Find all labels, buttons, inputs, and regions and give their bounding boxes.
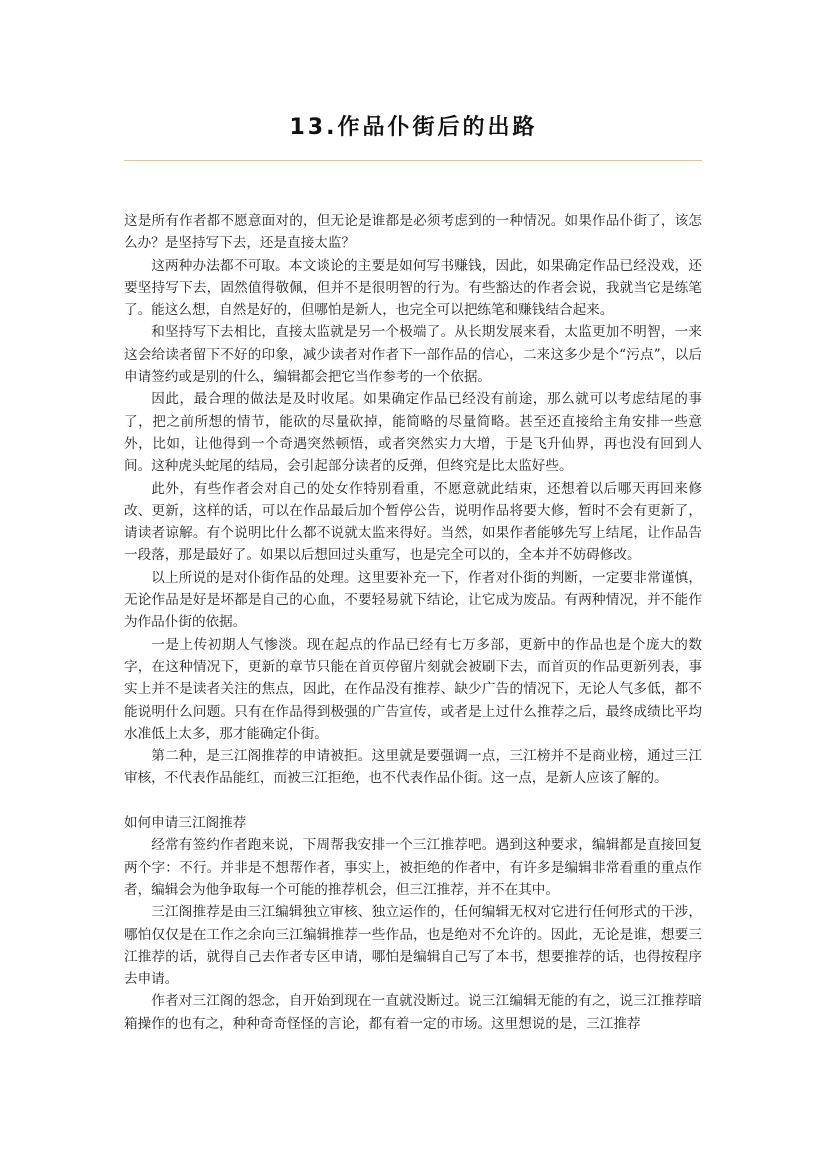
section-heading: 如何申请三江阁推荐 xyxy=(124,815,247,832)
paragraph: 第二种，是三江阁推荐的申请被拒。这里就是要强调一点，三江榜并不是商业榜，通过三江审核，不代表作品能红，而被三江拒绝，也不代表作品仆街。这一点，是新人应该了解的。 xyxy=(124,748,702,787)
title-divider xyxy=(124,160,702,161)
paragraph: 作者对三江阁的怨念，自开始到现在一直就没断过。说三江编辑无能的有之，说三江推荐暗箱操作的也有之，种种奇奇怪怪的言论，都有着一定的市场。这里想说的是，三江推荐 xyxy=(124,993,702,1032)
paragraph: 这是所有作者都不愿意面对的，但无论是谁都是必须考虑到的一种情况。如果作品仆街了，该怎么办？是坚持写下去，还是直接太监？ xyxy=(124,213,702,252)
paragraph: 以上所说的是对仆街作品的处理。这里要补充一下，作者对仆街的判断，一定要非常谨慎，无论作品是好是坏都是自己的心血，不要轻易就下结论，让它成为废品。有两种情况，并不能作为作品仆街的依据。 xyxy=(124,569,702,631)
paragraph: 此外，有些作者会对自己的处女作特别看重，不愿意就此结束，还想着以后哪天再回来修改、更新，这样的话，可以在作品最后加个暂停公告，说明作品将要大修，暂时不会有更新了，请读者谅解。有个说明比什么都不说就太监来得好。当然，如果作者能够先写上结尾，让作品告一段落，那是最好了。如果以后想回过头重写，也是完全可以的，全本并不妨碍修改。 xyxy=(124,480,702,564)
paragraph: 经常有签约作者跑来说，下周帮我安排一个三江推荐吧。遇到这种要求，编辑都是直接回复两个字：不行。并非是不想帮作者，事实上，被拒绝的作者中，有许多是编辑非常看重的重点作者，编辑会为他争取每一个可能的推荐机会，但三江推荐，并不在其中。 xyxy=(124,837,702,898)
paragraph: 这两种办法都不可取。本文谈论的主要是如何写书赚钱，因此，如果确定作品已经没戏，还要坚持写下去，固然值得敬佩，但并不是很明智的行为。有些豁达的作者会说，我就当它是练笔了。能这么想，自然是好的，但哪怕是新人，也完全可以把练笔和赚钱结合起来。 xyxy=(124,257,702,319)
paragraph: 和坚持写下去相比，直接太监就是另一个极端了。从长期发展来看，太监更加不明智，一来这会给读者留下不好的印象，减少读者对作者下一部作品的信心，二来这多少是个“污点”，以后申请签约或是别的什么，编辑都会把它当作参考的一个依据。 xyxy=(124,324,702,386)
paragraph: 因此，最合理的做法是及时收尾。如果确定作品已经没有前途，那么就可以考虑结尾的事了，把之前所想的情节，能砍的尽量砍掉，能简略的尽量简略。甚至还直接给主角安排一些意外，比如，让他得到一个奇遇突然顿悟，或者突然实力大增，于是飞升仙界，再也没有回到人间。这种虎头蛇尾的结局，会引起部分读者的反弹，但终究是比太监好些。 xyxy=(124,391,702,475)
page-title: 13.作品仆街后的出路 xyxy=(289,115,538,140)
document-body xyxy=(124,210,702,1035)
paragraph: 三江阁推荐是由三江编辑独立审核、独立运作的，任何编辑无权对它进行任何形式的干涉，哪怕仅仅是在工作之余向三江编辑推荐一些作品，也是绝对不允许的。因此，无论是谁，想要三江推荐的话，就得自己去作者专区申请，哪怕是编辑自己写了本书，想要推荐的话，也得按程序去申请。 xyxy=(124,904,702,988)
paragraph: 一是上传初期人气惨淡。现在起点的作品已经有七万多部，更新中的作品也是个庞大的数字，在这种情况下，更新的章节只能在首页停留片刻就会被刷下去，而首页的作品更新列表，事实上并不是读者关注的焦点，因此，在作品没有推荐、缺少广告的情况下，无论人气多低，都不能说明什么问题。只有在作品得到极强的广告宣传，或者是上过什么推荐之后，最终成绩比平均水准低上太多，那才能确定仆街。 xyxy=(124,636,702,742)
